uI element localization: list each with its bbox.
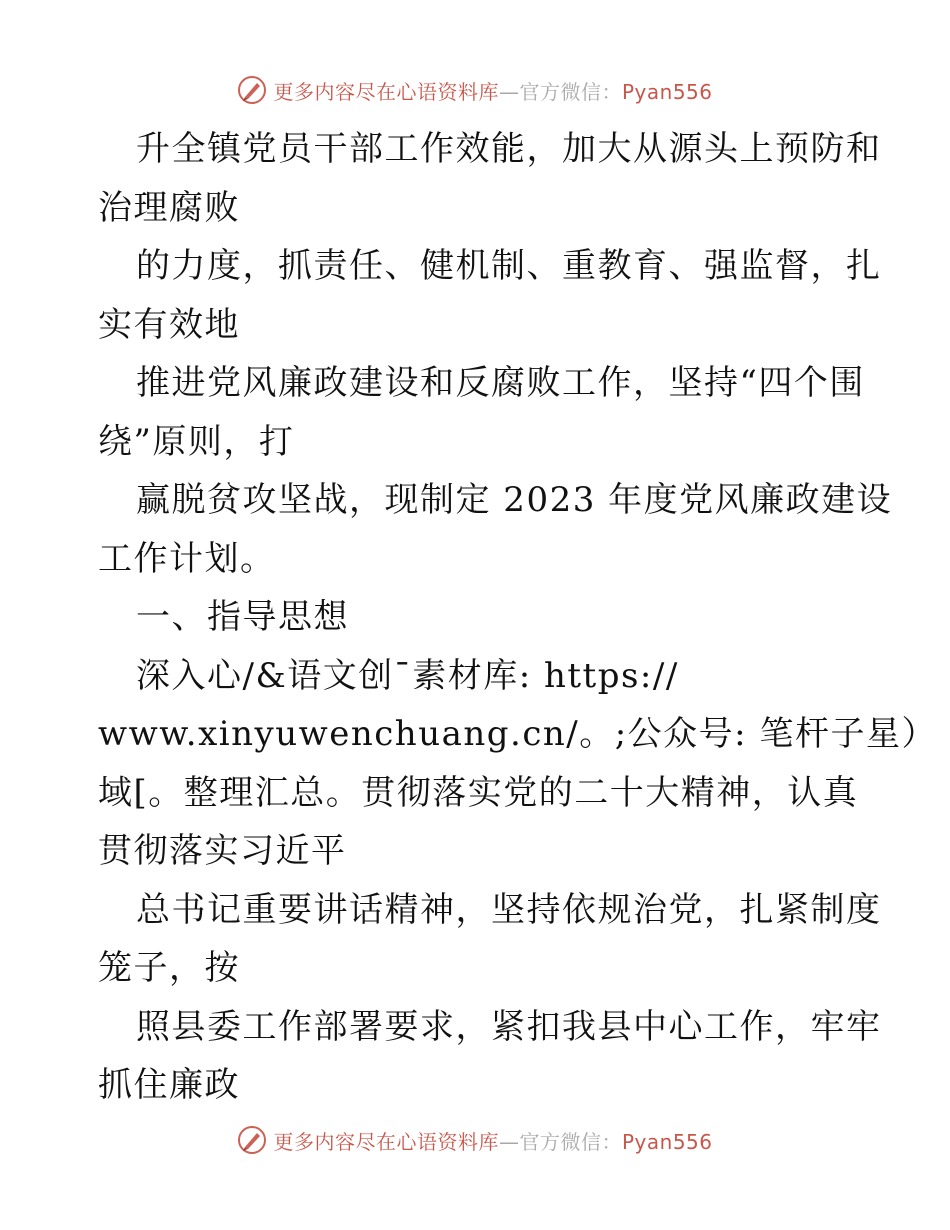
- quill-logo-icon: [237, 75, 267, 105]
- text-line: 工作计划。: [98, 538, 276, 579]
- text-line: 赢脱贫攻坚战，现制定 2023 年度党风廉政建设: [136, 480, 893, 520]
- text-line: 升全镇党员干部工作效能，加大从源头上预防和: [136, 129, 882, 169]
- text-line: 域[。整理汇总。贯彻落实党的二十大精神，认真: [98, 772, 859, 813]
- text-line: 推进党风廉政建设和反腐败工作，坚持“四个围: [136, 363, 865, 403]
- watermark-text: [273, 1126, 712, 1155]
- text-line: 贯彻落实习近平: [98, 831, 347, 871]
- text-line: 绕”原则，打: [98, 421, 295, 462]
- watermark-official: —官方微信：: [498, 79, 622, 104]
- watermark-id: Pyan556: [621, 79, 713, 104]
- watermark-text: [273, 76, 712, 105]
- watermark-official: —官方微信：: [498, 1129, 622, 1154]
- quill-logo-icon: [237, 1125, 267, 1155]
- text-line: 的力度，抓责任、健机制、重教育、强监督，扎: [136, 246, 882, 286]
- text-line: 抓住廉政: [98, 1065, 240, 1105]
- watermark-id: Pyan556: [621, 1129, 713, 1154]
- text-line: 实有效地: [98, 304, 240, 345]
- header-watermark: [0, 70, 950, 110]
- text-line: 治理腐败: [98, 187, 240, 228]
- text-line: 笼子，按: [98, 948, 240, 988]
- text-line: 照县委工作部署要求，紧扣我县中心工作，牢牢: [136, 1006, 882, 1047]
- watermark-main: 更多内容尽在心语资料库: [273, 79, 499, 104]
- text-line: 总书记重要讲话精神，坚持依规治党，扎紧制度: [136, 889, 882, 930]
- footer-watermark: [0, 1120, 950, 1160]
- text-line: 深入心/&语文创¯素材库: https://: [136, 655, 679, 696]
- watermark-main: 更多内容尽在心语资料库: [273, 1129, 499, 1154]
- text-line: www.xinyuwenchuang.cn/。;公众号: 笔杆子星）: [98, 714, 937, 754]
- document-body: [98, 120, 937, 1115]
- section-heading: 一、指导思想: [136, 597, 349, 637]
